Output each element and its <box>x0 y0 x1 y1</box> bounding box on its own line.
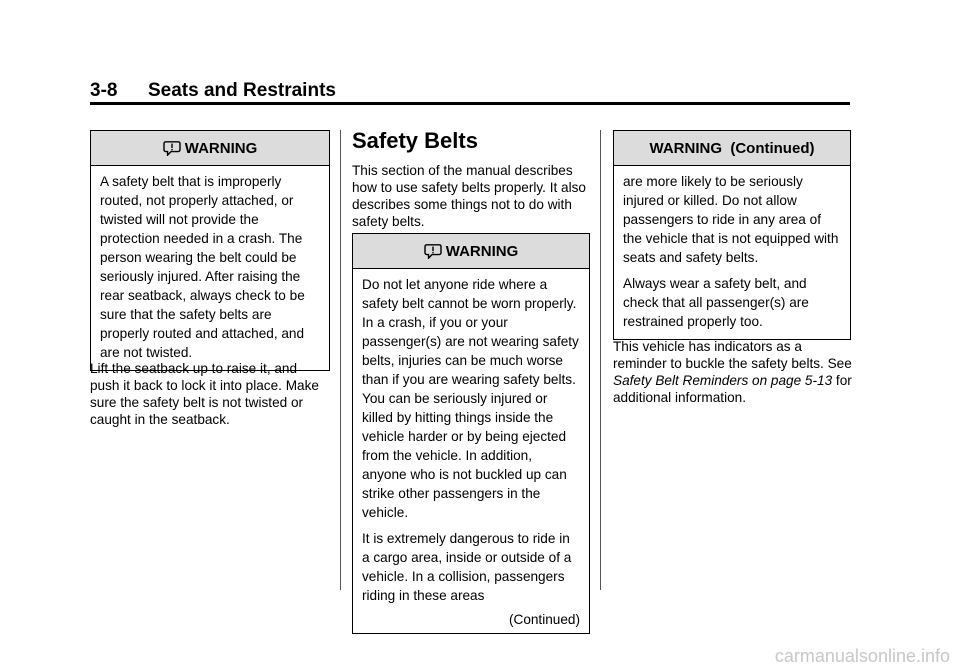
continued-label: (Continued) <box>508 612 580 627</box>
warning-box-1 <box>90 130 330 371</box>
column-divider-1 <box>340 130 341 590</box>
warning-body <box>614 166 850 339</box>
intro-paragraph <box>352 162 592 230</box>
warning-box-2 <box>352 233 590 634</box>
warning-title: WARNING <box>445 242 519 260</box>
watermark: carmanualsonline.info <box>774 646 950 666</box>
warning-header <box>91 131 329 166</box>
intro-text: This section of the manual describes how to use safety belts properly. It also describes some things not to do with safety belts. <box>352 163 586 229</box>
warning-body <box>91 166 329 370</box>
warning-box-3 <box>613 130 851 340</box>
warning-body <box>353 269 589 633</box>
warning-text-2: Always wear a safety belt, and check that all passenger(s) are restrained properly too. <box>623 276 809 329</box>
warning-icon <box>424 243 442 259</box>
warning-header <box>614 131 850 166</box>
column-divider-2 <box>600 130 601 590</box>
section-title: Seats and Restraints <box>148 80 336 101</box>
warning-header <box>353 234 589 269</box>
seatback-text: Lift the seatback up to raise it, and push it back to lock it into place. Make sure the safety belt is not twisted or caught in the seatback. <box>90 361 319 427</box>
reminder-paragraph <box>613 338 853 406</box>
reminder-link[interactable]: Safety Belt Reminders on page 5-13 <box>613 373 833 388</box>
reminder-text: This vehicle has indicators as a reminder to buckle the safety belts. See <box>613 339 852 371</box>
warning-title: WARNING (Continued) <box>649 139 815 157</box>
warning-text-2: It is extremely dangerous to ride in a cargo area, inside or outside of a vehicle. In a collision, passengers riding in these areas <box>362 531 572 603</box>
reminder-text-end: for additional information. <box>613 373 852 405</box>
warning-text-1: Do not let anyone ride where a safety belt cannot be worn properly. In a crash, if you or your passenger(s) are not wearing safety belts, injuries can be much worse than if you are wearing safety belts. You can be seriously injured or killed by hitting things inside the vehicle harder or by being ejected from the vehicle. In addition, anyone who is not buckled up can strike other passengers in the vehicle. <box>362 277 579 520</box>
header-rule <box>90 102 850 105</box>
warning-title: WARNING <box>184 139 258 157</box>
seatback-paragraph <box>90 360 330 428</box>
warning-text: A safety belt that is improperly routed, not properly attached, or twisted will not provide the protection needed in a crash. The person wearing the belt could be seriously injured. After raising the rear seatback, always check to be sure that the safety belts are properly routed and attached, and are not twisted. <box>100 174 305 360</box>
page-number: 3-8 <box>90 80 118 101</box>
page-header <box>90 80 850 104</box>
warning-text-1: are more likely to be seriously injured or killed. Do not allow passengers to ride in any area of the vehicle that is not equipped with seats and safety belts. <box>623 174 839 265</box>
safety-belts-heading: Safety Belts <box>352 128 478 153</box>
warning-icon <box>163 140 181 156</box>
